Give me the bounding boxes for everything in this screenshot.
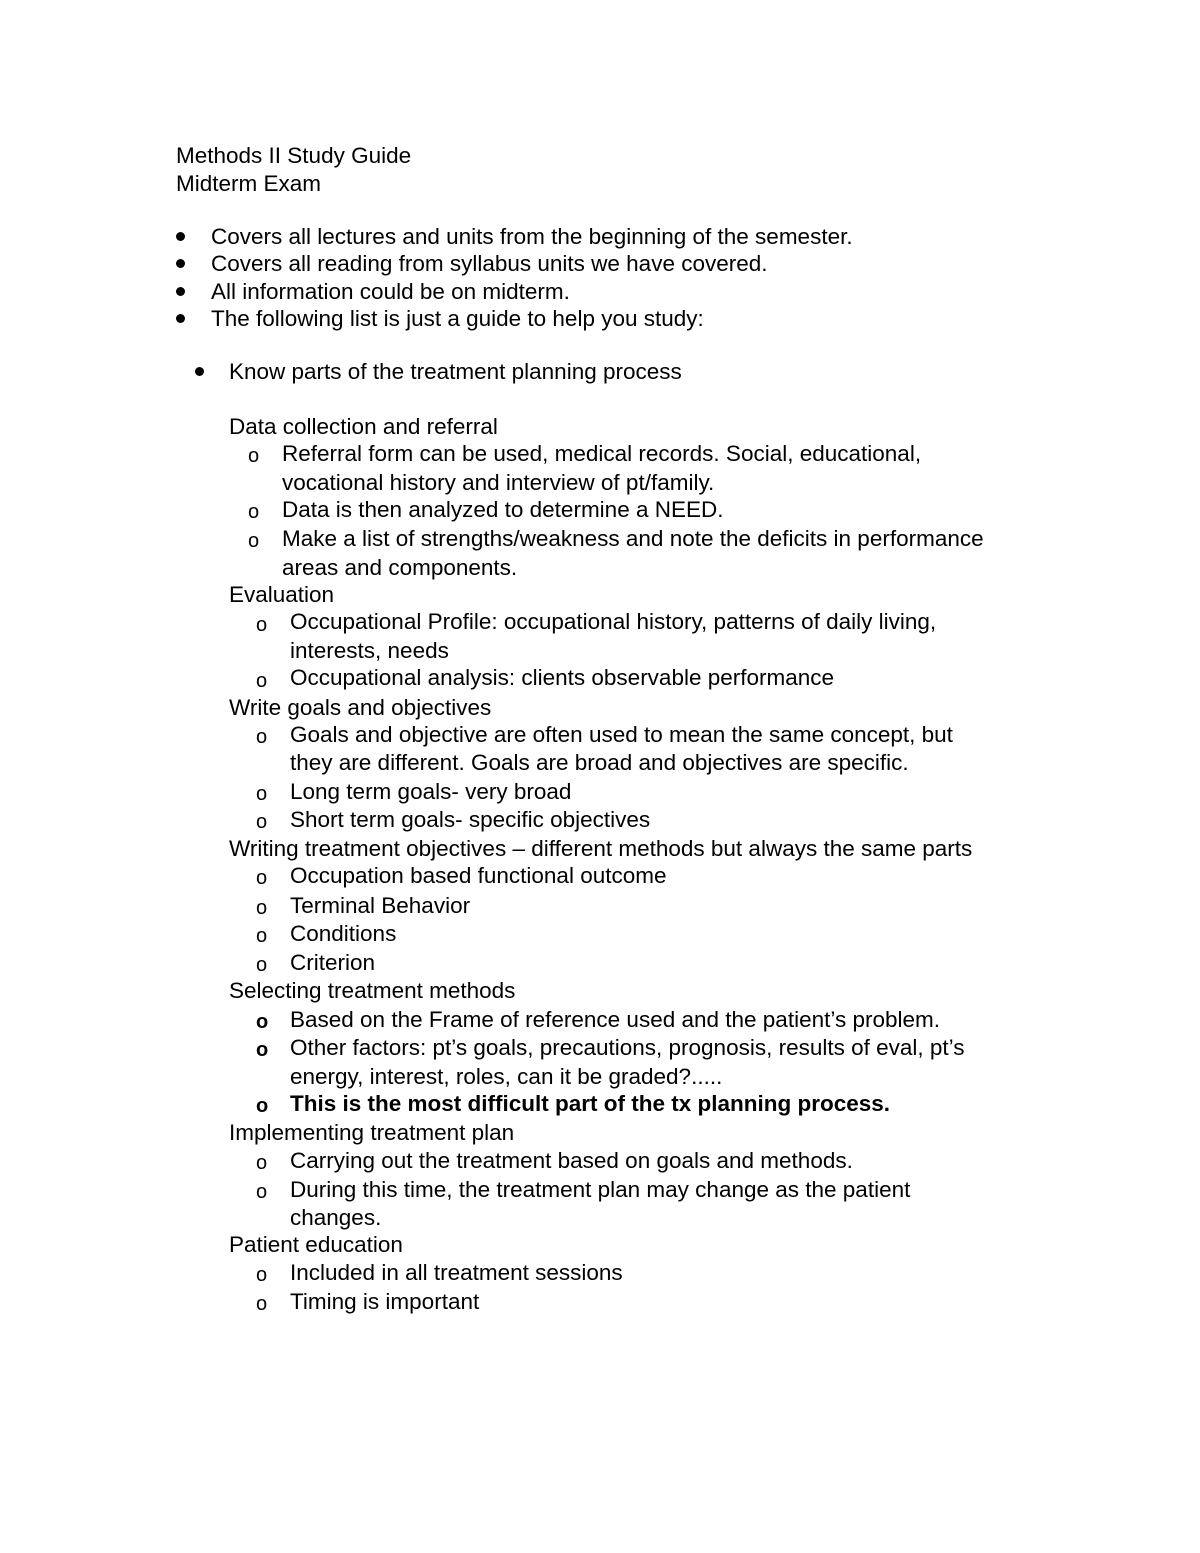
circle-bullet-icon: o xyxy=(256,811,268,833)
section-heading: Data collection and referral xyxy=(229,414,498,439)
section-item-text: Make a list of strengths/weakness and note the deficits in performance xyxy=(282,526,984,551)
section-heading: Writing treatment objectives – different methods but always the same parts xyxy=(229,836,973,861)
section-item-text: Based on the Frame of reference used and the patient’s problem. xyxy=(290,1007,940,1032)
section-item-text: Data is then analyzed to determine a NEED. xyxy=(282,497,724,522)
section-item-text: Occupational analysis: clients observable performance xyxy=(290,665,835,690)
bullet-dot-icon xyxy=(176,259,185,268)
section-item-text: interests, needs xyxy=(290,638,449,663)
section-item-text: Criterion xyxy=(290,950,376,975)
section-item-text: Goals and objective are often used to mean the same concept, but xyxy=(290,722,953,747)
section-item-text: Timing is important xyxy=(290,1289,480,1314)
intro-bullet-text: The following list is just a guide to help you study: xyxy=(211,306,704,331)
document-subtitle: Midterm Exam xyxy=(176,171,322,196)
bullet-dot-icon xyxy=(176,232,185,241)
section-heading: Patient education xyxy=(229,1232,403,1257)
circle-bullet-icon: o xyxy=(256,614,268,636)
section-item-text: vocational history and interview of pt/family. xyxy=(282,470,715,495)
intro-bullet-text: Covers all reading from syllabus units we have covered. xyxy=(211,251,768,276)
document-title: Methods II Study Guide xyxy=(176,143,412,168)
circle-bullet-icon: o xyxy=(256,1039,269,1061)
circle-bullet-icon: o xyxy=(256,867,268,889)
section-item-text: changes. xyxy=(290,1205,382,1230)
section-heading: Selecting treatment methods xyxy=(229,978,516,1003)
section-heading: Evaluation xyxy=(229,582,335,607)
circle-bullet-icon: o xyxy=(256,1293,268,1315)
section-item-text: Occupational Profile: occupational history, patterns of daily living, xyxy=(290,609,937,634)
circle-bullet-icon: o xyxy=(256,1152,268,1174)
circle-bullet-icon: o xyxy=(256,670,268,692)
section-item-text: Referral form can be used, medical records. Social, educational, xyxy=(282,441,922,466)
intro-bullet-text: All information could be on midterm. xyxy=(211,279,570,304)
circle-bullet-icon: o xyxy=(248,530,260,552)
section-item-text: Included in all treatment sessions xyxy=(290,1260,623,1285)
circle-bullet-icon: o xyxy=(256,897,268,919)
section-item-text: energy, interest, roles, can it be graded?..... xyxy=(290,1064,723,1089)
section-heading: Write goals and objectives xyxy=(229,695,492,720)
circle-bullet-icon: o xyxy=(256,783,268,805)
section-item-text: Occupation based functional outcome xyxy=(290,863,667,888)
intro-bullet-text: Covers all lectures and units from the beginning of the semester. xyxy=(211,224,853,249)
circle-bullet-icon: o xyxy=(256,1264,268,1286)
bullet-dot-icon xyxy=(176,287,185,296)
section-item-text: they are different. Goals are broad and objectives are specific. xyxy=(290,750,909,775)
section-item-text: Short term goals- specific objectives xyxy=(290,807,651,832)
circle-bullet-icon: o xyxy=(256,1181,268,1203)
section-item-text: During this time, the treatment plan may change as the patient xyxy=(290,1177,911,1202)
section-item-text: Terminal Behavior xyxy=(290,893,471,918)
circle-bullet-icon: o xyxy=(256,925,268,947)
section-heading: Implementing treatment plan xyxy=(229,1120,515,1145)
bullet-dot-icon xyxy=(195,367,204,376)
circle-bullet-icon: o xyxy=(256,954,268,976)
section-item-text: Carrying out the treatment based on goals and methods. xyxy=(290,1148,853,1173)
circle-bullet-icon: o xyxy=(248,501,260,523)
circle-bullet-icon: o xyxy=(256,726,268,748)
bullet-dot-icon xyxy=(176,314,185,323)
section-item-text: Long term goals- very broad xyxy=(290,779,572,804)
circle-bullet-icon: o xyxy=(256,1095,269,1117)
topic-heading: Know parts of the treatment planning process xyxy=(229,359,682,384)
circle-bullet-icon: o xyxy=(256,1011,269,1033)
section-item-text: Other factors: pt’s goals, precautions, prognosis, results of eval, pt’s xyxy=(290,1035,965,1060)
section-item-text: areas and components. xyxy=(282,555,518,580)
section-item-text: Conditions xyxy=(290,921,397,946)
circle-bullet-icon: o xyxy=(248,445,260,467)
emphasis-text: This is the most difficult part of the tx planning process. xyxy=(290,1091,891,1116)
